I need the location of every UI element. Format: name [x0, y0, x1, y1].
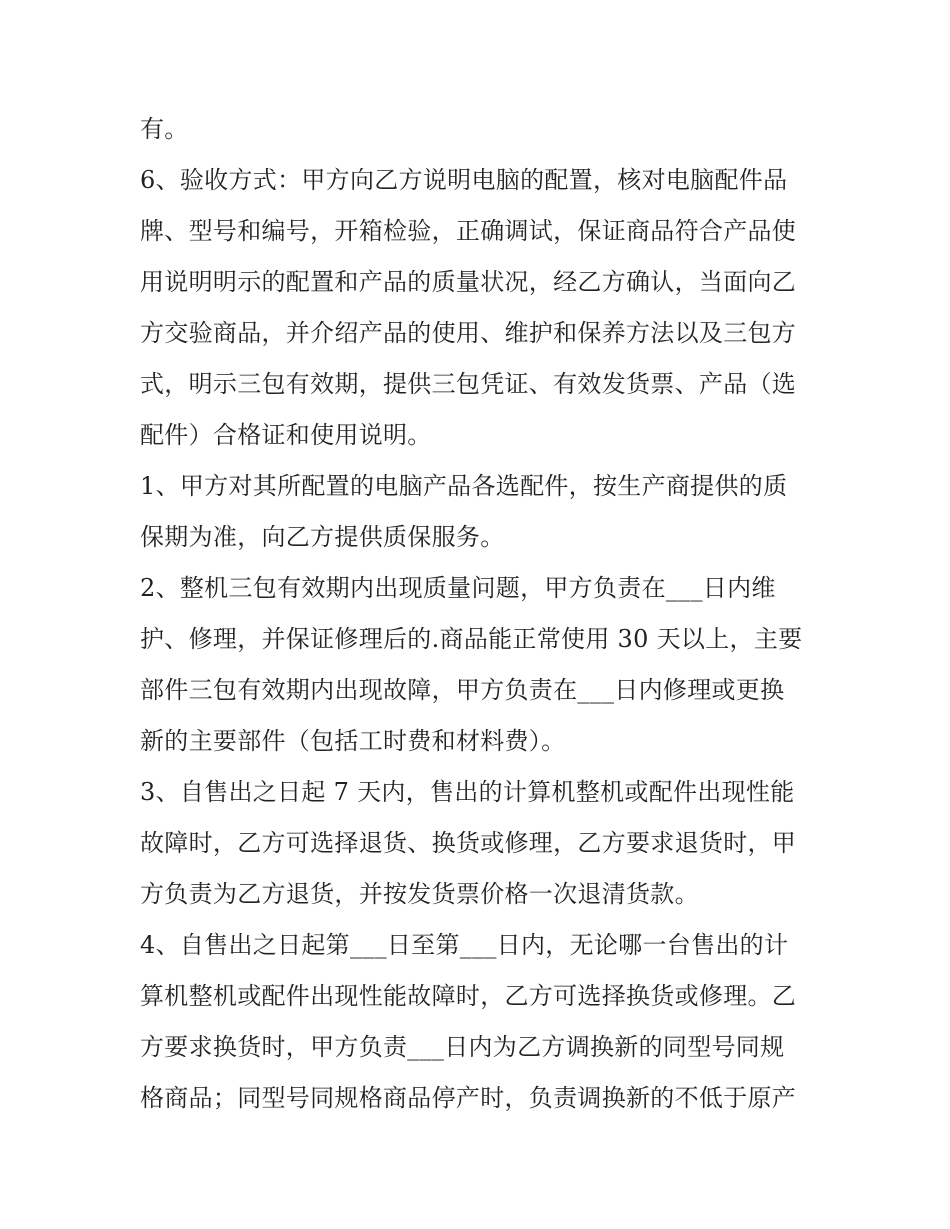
text-line: 保期为准，向乙方提供质保服务。	[140, 523, 505, 551]
text-line: 6、验收方式：甲方向乙方说明电脑的配置，核对电脑配件品	[140, 166, 788, 194]
text-line: 部件三包有效期内出现故障，甲方负责在___日内修理或更换	[140, 676, 785, 704]
text-line: 配件）合格证和使用说明。	[140, 421, 432, 449]
text-line: 用说明明示的配置和产品的质量状况，经乙方确认，当面向乙	[140, 268, 797, 296]
text-line: 方负责为乙方退货，并按发货票价格一次退清货款。	[140, 880, 699, 908]
text-line: 牌、型号和编号，开箱检验，正确调试，保证商品符合产品使	[140, 217, 797, 245]
text-line: 方交验商品，并介绍产品的使用、维护和保养方法以及三包方	[140, 319, 797, 347]
text-line: 算机整机或配件出现性能故障时，乙方可选择换货或修理。乙	[140, 982, 797, 1010]
text-line: 护、修理，并保证修理后的.商品能正常使用 30 天以上，主要	[140, 625, 803, 653]
text-line: 式，明示三包有效期，提供三包凭证、有效发货票、产品（选	[140, 370, 797, 398]
text-line: 格商品；同型号同规格商品停产时，负责调换新的不低于原产	[140, 1084, 797, 1112]
contract-text	[140, 104, 830, 1124]
text-line: 1、甲方对其所配置的电脑产品各选配件，按生产商提供的质	[140, 472, 788, 500]
text-line: 4、自售出之日起第___日至第___日内，无论哪一台售出的计	[140, 931, 789, 959]
text-line: 3、自售出之日起 7 天内，售出的计算机整机或配件出现性能	[140, 778, 795, 806]
text-line: 故障时，乙方可选择退货、换货或修理，乙方要求退货时，甲	[140, 829, 797, 857]
text-line: 有。	[140, 115, 189, 143]
text-line: 方要求换货时，甲方负责___日内为乙方调换新的同型号同规	[140, 1033, 785, 1061]
text-line: 新的主要部件（包括工时费和材料费）。	[140, 727, 566, 755]
text-line: 2、整机三包有效期内出现质量问题，甲方负责在___日内维	[140, 574, 776, 602]
